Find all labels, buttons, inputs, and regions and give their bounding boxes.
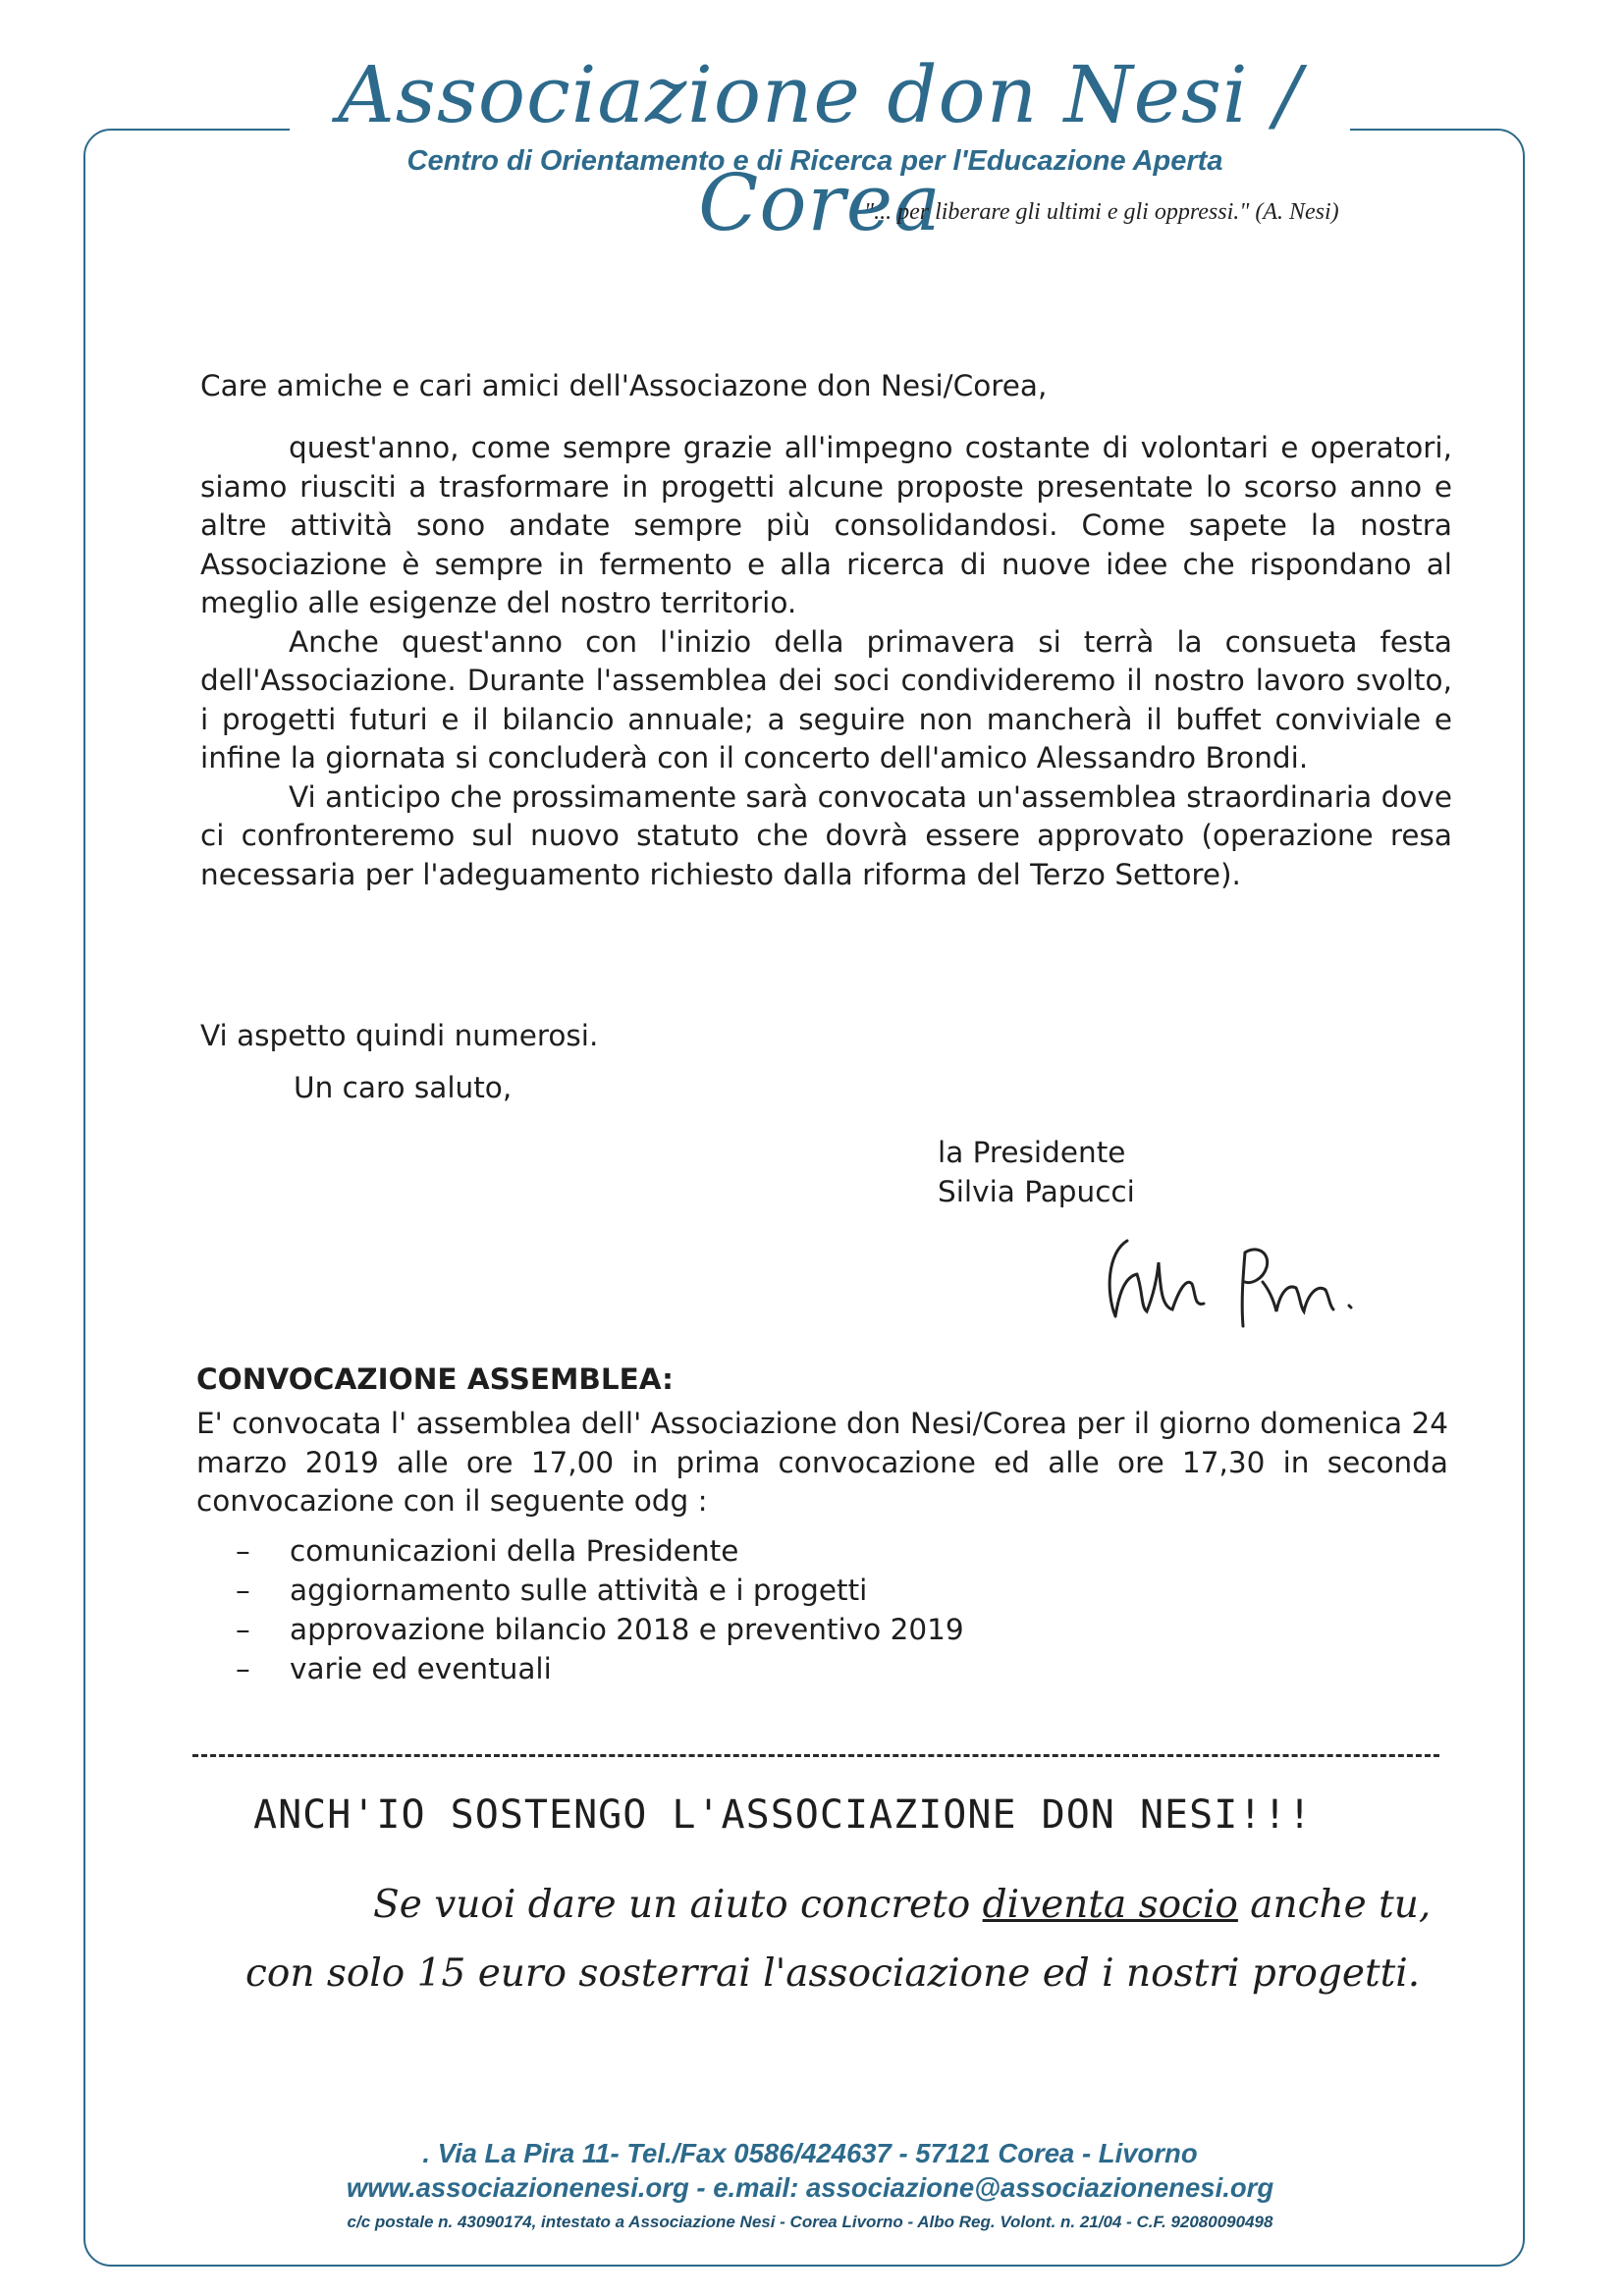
letter-body — [200, 429, 1452, 894]
support-title: ANCH'IO SOSTENGO L'ASSOCIAZIONE DON NESI!!! — [253, 1792, 1313, 1838]
agenda-list — [236, 1531, 964, 1688]
letter-paragraph: quest'anno, come sempre grazie all'impegno costante di volontari e operatori, siamo riusciti a trasformare in progetti alcune proposte presentate lo scorso anno e altre attività sono andate sempre più consolidandosi. Come sapete la nostra Associazione è sempre in fermento e alla ricerca di nuove idee che rispondano al meglio alle esigenze del nostro territorio. — [200, 431, 1452, 619]
letter-greeting: Un caro saluto, — [294, 1071, 513, 1104]
cut-line-divider — [192, 1754, 1439, 1757]
signatory-role: la Presidente — [938, 1136, 1126, 1169]
footer-web-email: www.associazionenesi.org - e.mail: associazione@associazionenesi.org — [346, 2172, 1274, 2203]
agenda-item: – approvazione bilancio 2018 e preventivo 2019 — [236, 1610, 964, 1649]
association-subtitle: Centro di Orientamento e di Ricerca per l'Educazione Aperta — [406, 145, 1223, 177]
signatory-name: Silvia Papucci — [938, 1175, 1135, 1208]
letter-paragraph: Anche quest'anno con l'inizio della primavera si terrà la consueta festa dell'Associazione. Durante l'assemblea dei soci condivideremo il nostro lavoro svolto, i progetti futuri e il bilancio annuale; a seguire non mancherà il buffet conviviale e infine la giornata si concluderà con il concerto dell'amico Alessandro Brondi. — [200, 624, 1452, 774]
agenda-item: – comunicazioni della Presidente — [236, 1531, 964, 1571]
agenda-item: – varie ed eventuali — [236, 1649, 964, 1688]
support-text: Se vuoi dare un aiuto concreto — [373, 1883, 983, 1927]
support-line-2: con solo 15 euro sosterrai l'associazione ed i nostri progetti. — [245, 1951, 1421, 1996]
support-text: anche tu, — [1237, 1883, 1432, 1927]
support-line-1 — [373, 1883, 1600, 1927]
handwritten-signature — [1098, 1223, 1382, 1331]
association-motto: "... per liberare gli ultimi e gli oppressi." (A. Nesi) — [864, 199, 1339, 225]
convocation-text — [196, 1405, 1448, 1522]
letter-salutation: Care amiche e cari amici dell'Associazone don Nesi/Corea, — [200, 369, 1048, 402]
convocation-heading: CONVOCAZIONE ASSEMBLEA: — [196, 1362, 674, 1396]
convocation-paragraph: E' convocata l' assemblea dell' Associazione don Nesi/Corea per il giorno domenica 24 marzo 2019 alle ore 17,00 in prima convocazione ed alle ore 17,30 in seconda convocazione con il seguente odg : — [196, 1407, 1448, 1518]
footer-address: . Via La Pira 11- Tel./Fax 0586/424637 - 57121 Corea - Livorno — [98, 2138, 1522, 2169]
association-title: Associazione don Nesi / Corea — [290, 41, 1350, 149]
become-member-text: diventa socio — [982, 1883, 1238, 1927]
letter-paragraph: Vi anticipo che prossimamente sarà convocata un'assemblea straordinaria dove ci confronteremo sul nuovo statuto che dovrà essere approvato (operazione resa necessaria per l'adeguamento richiesto dalla riforma del Terzo Settore). — [200, 779, 1452, 891]
agenda-item: – aggiornamento sulle attività e i progetti — [236, 1571, 964, 1610]
footer-legal: c/c postale n. 43090174, intestato a Associazione Nesi - Corea Livorno - Albo Reg. Volont. n. 21/04 - C.F. 92080090498 — [347, 2213, 1273, 2231]
letter-closing: Vi aspetto quindi numerosi. — [200, 1019, 599, 1052]
